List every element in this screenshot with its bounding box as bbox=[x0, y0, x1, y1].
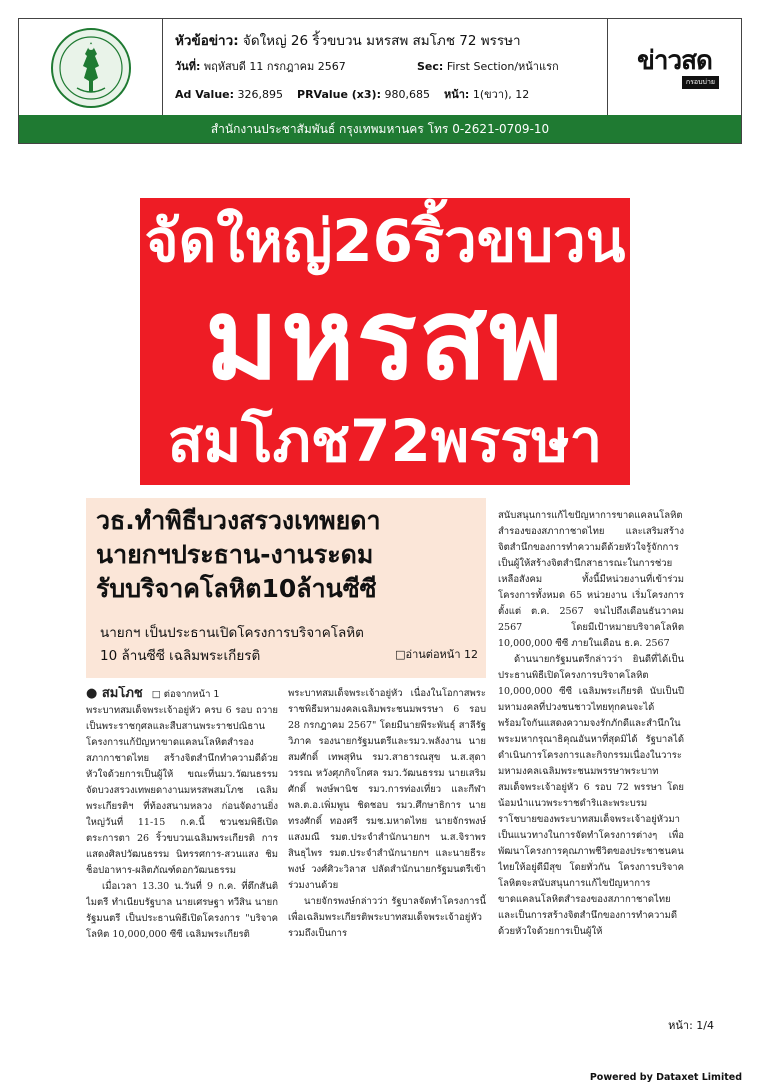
bma-seal-icon bbox=[49, 26, 133, 110]
value-row bbox=[175, 85, 529, 103]
section-label: Sec: bbox=[417, 60, 444, 73]
article-paragraph: พระบาทสมเด็จพระเจ้าอยู่หัว ครบ 6 รอบ ถวายเป็นพระราชกุศลและสืบสานพระราชปณิธานโครงการแก้ปัญหาขาดแคลนโลหิตสำรอง สภากาชาดไทย สร้างจิตสำนึกทำความดีด้วยหัวใจด้วยการเป็นผู้ให้ ขณะที่นมว.วัฒนธรรมจัดบวงสรวงเทพยดางานมหรสพสมโภช เฉลิมพระเกียรติฯ ที่ท้องสนามหลวง ก่อนจัดงานยิ่งใหญ่วันที่ 11-15 ก.ค.นี้ ชวนชมพิธีเปิด ตระการตา 26 ริ้วขบวนเฉลิมพระเกียรติ การแสดงศิลปวัฒนธรรม นิทรรศการ-สวนแสง ชิม ช็อปอาหาร-ผลิตภัณฑ์ดอกวัฒนธรรม bbox=[86, 705, 278, 876]
powered-by-credit: Powered by Dataxet Limited bbox=[589, 1072, 742, 1083]
subheadline-line-3: รับบริจาคโลหิต10ล้านซีซี bbox=[96, 574, 377, 603]
date-value: พฤหัสบดี 11 กรกฎาคม 2567 bbox=[203, 60, 346, 73]
ad-value-label: Ad Value: bbox=[175, 88, 235, 101]
section-row bbox=[417, 57, 559, 75]
pr-value-label: PRValue (x3): bbox=[297, 88, 381, 101]
subheadline-line-2: นายกฯประธาน-งานระดม bbox=[96, 540, 374, 569]
headline-banner bbox=[140, 198, 630, 485]
deck-line-2: 10 ล้านซีซี เฉลิมพระเกียรติ bbox=[100, 648, 261, 664]
page-label: หน้า: bbox=[443, 88, 470, 101]
page-indicator: หน้า: 1/4 bbox=[668, 1019, 714, 1032]
page-value: 1(ขวา), 12 bbox=[472, 88, 530, 101]
article-paragraph: พระบาทสมเด็จพระเจ้าอยู่หัว เนื่องในโอกาสพระราชพิธีมหามงคลเฉลิมพระชนมพรรษา 6 รอบ 28 กรกฎาคม 2567" โดยมีนายพีระพันธุ์ สาลีรัฐวิภาค รองนายกรัฐมนตรีและรมว.พลังงาน นายสมศักดิ์ เทพสุทิน รมว.สาธารณสุข น.ส.สุดาวรรณ หวังศุภกิจโกศล รมว.วัฒนธรรม นายเสริมศักดิ์ พงษ์พานิช รมว.การท่องเที่ยว และกีฬา พล.ต.อ.เพิ่มพูน ชิดชอบ รมว.ศึกษาธิการ นายทรงศักดิ์ ทองศรี รมช.มหาดไทย นายจักรพงษ์ แสงมณี รมต.ประจำสำนักนายกฯ น.ส.จิราพร สินธุไพร รมต.ประจำสำนักนายกฯ และนายธีระพงษ์ วงศ์ศิวะวิลาส ปลัดสำนักนายกรัฐมนตรีเข้าร่วมงานด้วย bbox=[288, 688, 486, 891]
article-paragraph: เมื่อเวลา 13.30 น.วันที่ 9 ก.ค. ที่ตึกสันติไมตรี ทำเนียบรัฐบาล นายเศรษฐา ทวีสิน นายกรัฐมนตรี เป็นประธานพิธีเปิดโครงการ "บริจาคโลหิต 10,000,000 ซีซี เฉลิมพระเกียรติ bbox=[86, 881, 278, 940]
ad-value: 326,895 bbox=[237, 88, 284, 101]
subheadline-main bbox=[96, 504, 480, 606]
headline-row bbox=[175, 29, 521, 51]
date-row bbox=[175, 57, 346, 75]
pr-value: 980,685 bbox=[384, 88, 430, 101]
article-column-2 bbox=[288, 686, 486, 1016]
bma-logo-cell bbox=[19, 19, 163, 117]
headline-label: หัวข้อข่าว: bbox=[175, 33, 239, 49]
headline-value: จัดใหญ่ 26 ริ้วขบวน มหรสพ สมโภช 72 พรรษา bbox=[242, 33, 521, 49]
office-contact-bar: สำนักงานประชาสัมพันธ์ กรุงเทพมหานคร โทร 0-2621-0709-10 bbox=[19, 115, 741, 143]
article-column-1 bbox=[86, 686, 278, 1016]
subheadline-line-1: วธ.ทำพิธีบวงสรวงเทพยดา bbox=[96, 506, 381, 535]
date-label: วันที่: bbox=[175, 60, 201, 73]
article-byline: ● สมโภช bbox=[86, 686, 143, 701]
article-paragraph: สนับสนุนการแก้ไขปัญหาการขาดแคลนโลหิตสำรองของสภากาชาดไทย และเสริมสร้างจิตสำนึกของการทำความดีด้วยหัวใจรู้จักการเป็นผู้ให้สร้างจิตสำนึกสาธารณะในการช่วยเหลือสังคม ทั้งนี้มีหน่วยงานที่เข้าร่วมโครงการทั้งหมด 65 หน่วยงาน เริ่มโครงการตั้งแต่ ต.ค. 2567 จนไปถึงเดือนธันวาคม 2567 โดยมีเป้าหมายบริจาคโลหิต 10,000,000 ซีซี ภายในเดือน ธ.ค. 2567 bbox=[498, 510, 684, 649]
from-front-note: □ ต่อจากหน้า 1 bbox=[151, 689, 220, 700]
square-bullet-icon: □ bbox=[395, 648, 406, 661]
article-paragraph: ด้านนายกรัฐมนตรีกล่าวว่า ยินดีที่ได้เป็นประธานพิธีเปิดโครงการบริจาคโลหิต 10,000,000 ซีซี เฉลิมพระเกียรติ นับเป็นปีมหามงคลที่ปวงชนชาวไทยทุกคนจะได้พร้อมใจกันแสดงความจงรักภักดีและสำนึกในพระมหากรุณาธิคุณอันหาที่สุดมิได้ รัฐบาลได้ดำเนินการโครงการและกิจกรรมเนื่องในวาระมหามงคลเฉลิมพระชนมพรรษาพระบาทสมเด็จพระเจ้าอยู่หัว 6 รอบ 72 พรรษา โดยน้อมนำแนวพระราชดำริและพระบรมราโชบายของพระบาทสมเด็จพระเจ้าอยู่หัวมาเป็นแนวทางในการจัดทำโครงการต่างๆ เพื่อพัฒนาโครงการคุณภาพชีวิตของประชาชนคนไทยให้อยู่ดีมีสุข โดยทั่วกัน โครงการบริจาคโลหิตจะสนับสนุนการแก้ไขปัญหาการขาดแคลนโลหิตสำรองของสภากาชาดไทยและเป็นการสร้างจิตสำนึกของการทำความดีด้วยหัวใจด้วยการเป็นผู้ให้ bbox=[498, 654, 684, 937]
continue-page-note: □อ่านต่อหน้า 12 bbox=[395, 648, 478, 661]
subheadline-box bbox=[86, 498, 486, 678]
banner-line-3: สมโภช72พรรษา bbox=[167, 407, 603, 475]
edition-tag: กรอบบ่าย bbox=[682, 76, 719, 89]
clipping-header bbox=[18, 18, 742, 144]
deck-line-1: นายกฯ เป็นประธานเปิดโครงการบริจาคโลหิต bbox=[100, 625, 364, 641]
section-value: First Section/หน้าแรก bbox=[446, 60, 559, 73]
article-column-3 bbox=[498, 508, 684, 1016]
article-paragraph: นายจักรพงษ์กล่าวว่า รัฐบาลจัดทำโครงการนี้ เพื่อเฉลิมพระเกียรติพระบาทสมเด็จพระเจ้าอยู่หัว รวมถึงเป็นการ bbox=[288, 896, 486, 939]
newspaper-logo-text: ข่าวสด bbox=[637, 45, 712, 76]
clipping-info bbox=[163, 19, 607, 117]
banner-line-2: มหรสพ bbox=[205, 275, 565, 405]
newspaper-brand bbox=[607, 19, 741, 117]
article-byline-row bbox=[86, 686, 278, 703]
banner-line-1: จัดใหญ่26ริ้วขบวน bbox=[144, 207, 626, 275]
